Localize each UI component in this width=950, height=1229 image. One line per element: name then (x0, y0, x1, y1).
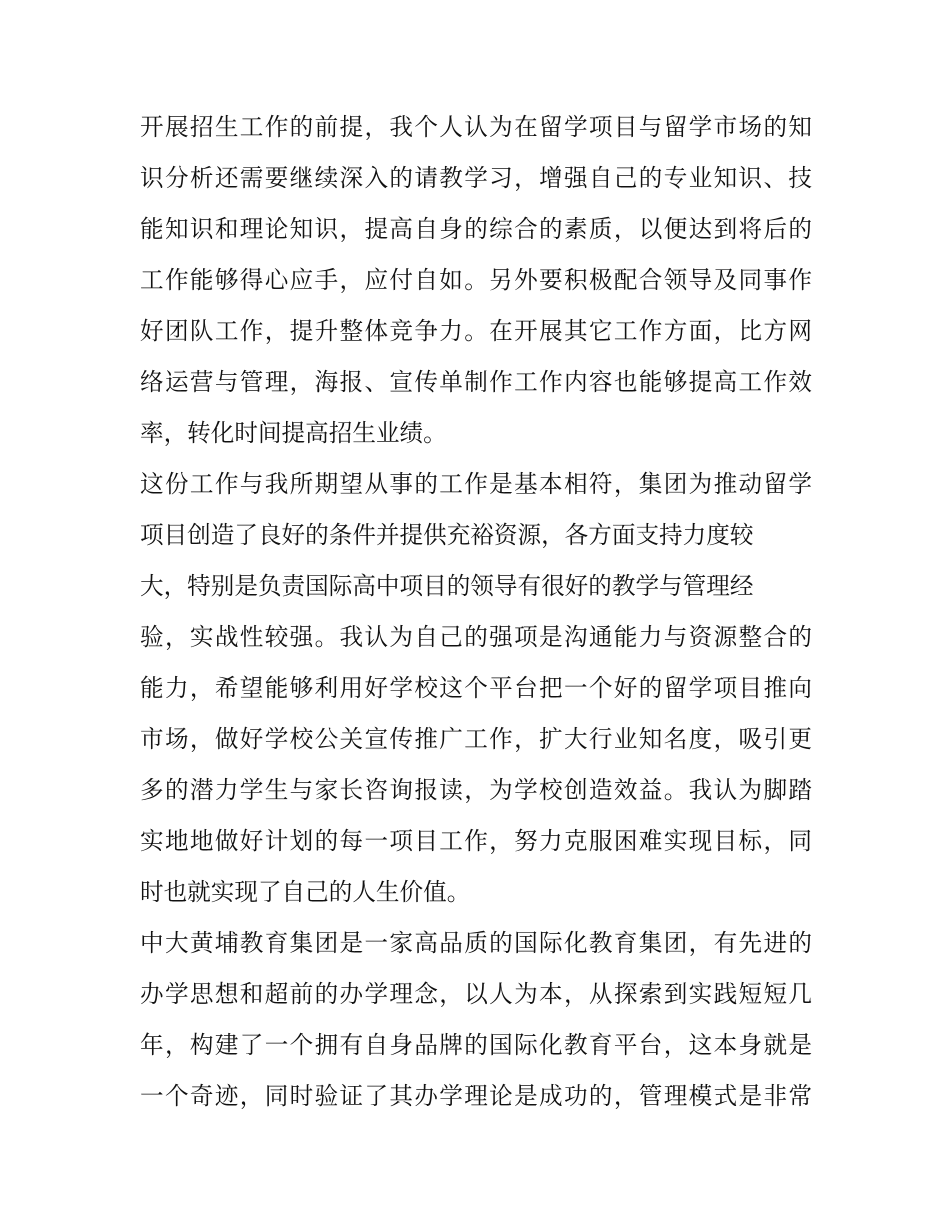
text-line: 络运营与管理，海报、宣传单制作工作内容也能够提高工作效 (140, 368, 812, 396)
text-line: 市场，做好学校公关宣传推广工作，扩大行业知名度，吸引更 (140, 725, 812, 753)
text-line: 项目创造了良好的条件并提供充裕资源，各方面支持力度较 (140, 521, 754, 549)
text-line: 这份工作与我所期望从事的工作是基本相符，集团为推动留学 (140, 470, 812, 498)
text-line: 中大黄埔教育集团是一家高品质的国际化教育集团，有先进的 (140, 929, 812, 957)
paragraph-3 (140, 918, 812, 1122)
text-line: 办学思想和超前的办学理念，以人为本，从探索到实践短短几 (140, 980, 812, 1008)
text-line: 率，转化时间提高招生业绩。 (140, 419, 447, 447)
paragraph-2 (140, 459, 812, 918)
text-line: 实地地做好计划的每一项目工作，努力克服困难实现目标，同 (140, 827, 812, 855)
text-line: 开展招生工作的前提，我个人认为在留学项目与留学市场的知 (140, 113, 812, 141)
text-line: 能力，希望能够利用好学校这个平台把一个好的留学项目推向 (140, 674, 812, 702)
paragraph-1 (140, 102, 812, 459)
text-line: 一个奇迹，同时验证了其办学理论是成功的，管理模式是非常 (140, 1082, 812, 1110)
text-line: 能知识和理论知识，提高自身的综合的素质，以便达到将后的 (140, 215, 812, 243)
text-line: 年，构建了一个拥有自身品牌的国际化教育平台，这本身就是 (140, 1031, 812, 1059)
text-line: 多的潜力学生与家长咨询报读，为学校创造效益。我认为脚踏 (140, 776, 812, 804)
text-line: 好团队工作，提升整体竞争力。在开展其它工作方面，比方网 (140, 317, 812, 345)
text-line: 工作能够得心应手，应付自如。另外要积极配合领导及同事作 (140, 266, 812, 294)
text-line: 大，特别是负责国际高中项目的领导有很好的教学与管理经 (140, 572, 754, 600)
text-line: 验，实战性较强。我认为自己的强项是沟通能力与资源整合的 (140, 623, 812, 651)
text-line: 识分析还需要继续深入的请教学习，增强自己的专业知识、技 (140, 164, 812, 192)
text-line: 时也就实现了自己的人生价值。 (140, 878, 471, 906)
document-body (140, 102, 812, 1122)
